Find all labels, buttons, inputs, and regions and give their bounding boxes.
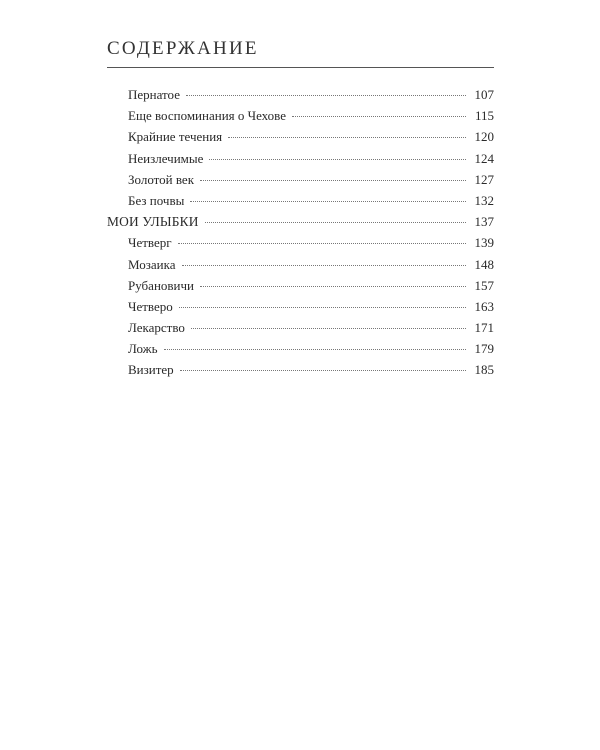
toc-entry-page: 124 [474, 150, 494, 166]
toc-entry-title: Без почвы [128, 192, 185, 208]
toc-entry [107, 275, 494, 296]
toc-entry-title: Пернатое [128, 87, 180, 102]
toc-entry [107, 169, 494, 190]
toc-leader-dots [179, 306, 466, 308]
toc-entry-title: Неизлечимые [128, 150, 204, 166]
toc-entry-page: 185 [474, 362, 494, 378]
header-divider [107, 67, 494, 68]
toc-leader-dots [205, 221, 466, 223]
toc-entry-title: Крайние течения [128, 129, 223, 145]
toc-entry-title: Еще воспоминания о Чехове [128, 108, 287, 124]
toc-leader-dots [200, 179, 466, 181]
toc-entry-page: 163 [474, 298, 494, 314]
toc-entry [107, 359, 494, 380]
toc-entry [107, 126, 494, 147]
toc-entry-page: 120 [474, 129, 494, 145]
toc-leader-dots [182, 264, 467, 266]
toc-leader-dots [209, 158, 466, 160]
toc-entry-page: 171 [474, 320, 494, 336]
toc-entry-title: Четверо [128, 298, 173, 314]
toc-entry [107, 296, 494, 317]
table-of-contents [107, 84, 494, 381]
toc-leader-dots [200, 285, 466, 287]
toc-entry-title: Мозаика [128, 256, 176, 272]
toc-leader-dots [164, 348, 466, 350]
toc-entry-page: 115 [474, 108, 494, 124]
toc-entry [107, 105, 494, 126]
toc-entry-page: 137 [474, 214, 494, 230]
toc-leader-dots [178, 242, 466, 244]
toc-leader-dots [190, 200, 466, 202]
toc-leader-dots [228, 136, 466, 138]
toc-entry-page: 132 [474, 192, 494, 208]
toc-entry-page: 148 [474, 256, 494, 272]
toc-entry-title: Лекарство [128, 320, 185, 336]
toc-entry-page: 107 [474, 87, 494, 102]
toc-entry [107, 84, 494, 105]
toc-entry-title: Рубановичи [128, 277, 194, 293]
toc-leader-dots [191, 327, 466, 329]
toc-entry-page: 179 [474, 341, 494, 357]
toc-entry [107, 232, 494, 253]
toc-entry-page: 157 [474, 277, 494, 293]
toc-leader-dots [180, 369, 466, 371]
toc-entry-page: 139 [474, 235, 494, 251]
toc-entry [107, 317, 494, 338]
toc-entry-title: Четверг [128, 235, 172, 251]
toc-entry-title: Золотой век [128, 171, 195, 187]
toc-entry [107, 254, 494, 275]
toc-entry-page: 127 [474, 171, 494, 187]
toc-entry-title: Ложь [128, 341, 158, 357]
toc-entry [107, 190, 494, 211]
toc-section-entry [107, 211, 494, 232]
toc-section-title: МОИ УЛЫБКИ [107, 214, 199, 230]
toc-leader-dots [292, 115, 466, 117]
toc-entry-title: Визитер [128, 362, 174, 378]
toc-entry [107, 338, 494, 359]
toc-leader-dots [186, 94, 466, 96]
page-title: СОДЕРЖАНИЕ [107, 38, 259, 59]
toc-entry [107, 148, 494, 169]
